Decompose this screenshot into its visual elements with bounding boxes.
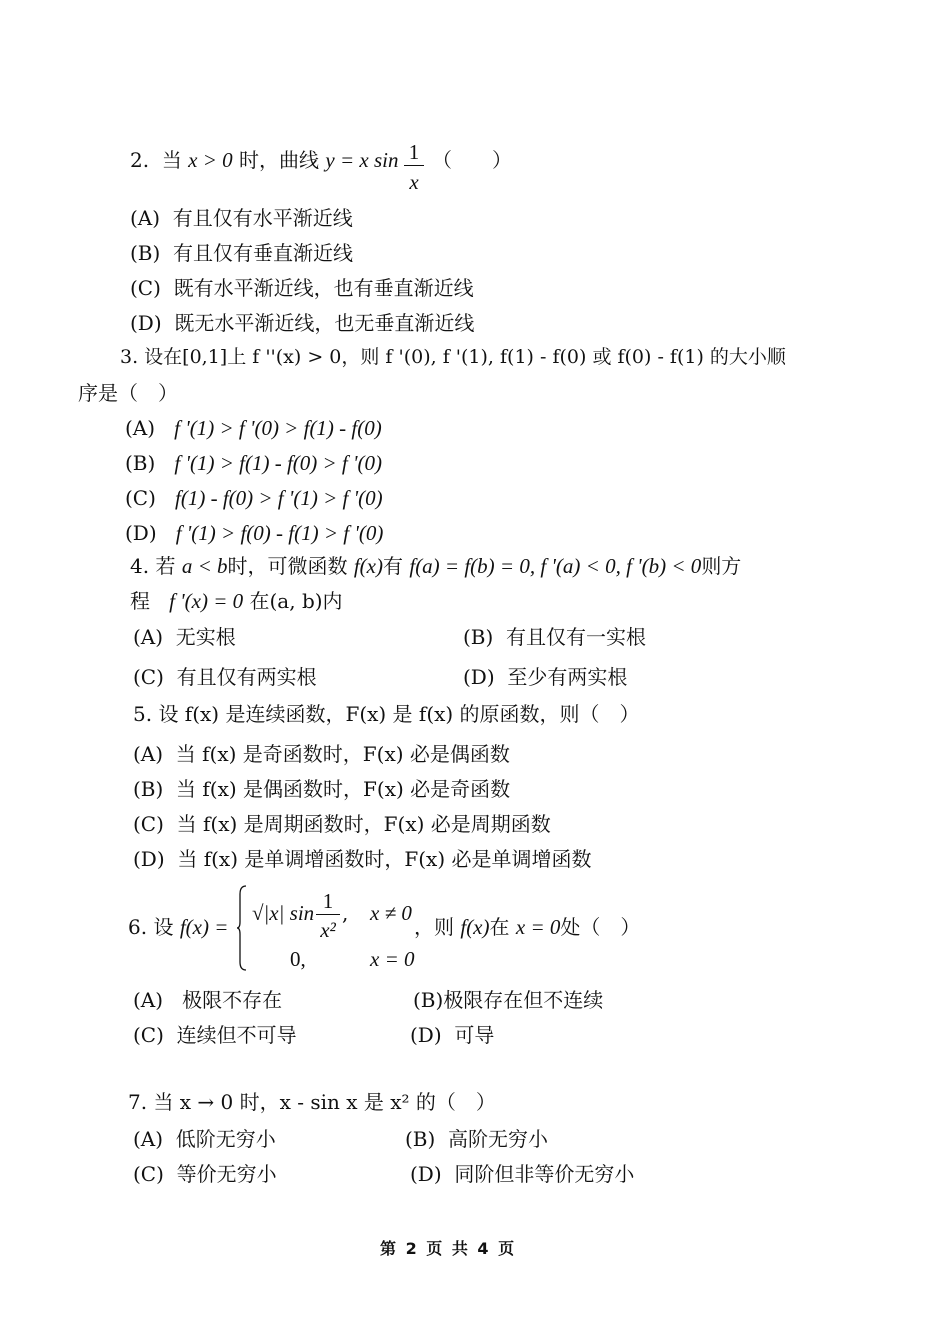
q4-option-d: (D) 至少有两实根 — [463, 665, 628, 689]
q6-option-a: (A) 极限不存在 — [133, 988, 283, 1012]
q2-frac-num: 1 — [408, 140, 420, 164]
q3-option-c: (C) f(1) - f(0) > f '(1) > f '(0) — [125, 486, 383, 510]
q3-option-d: (D) f '(1) > f(0) - f(1) > f '(0) — [125, 521, 384, 545]
q3-stem-line1: 3. 设在[0,1]上 f ''(x) > 0，则 f '(0), f '(1), f(1) - f(0) 或 f(0) - f(1) 的大小顺 — [120, 346, 786, 368]
q6-case1-cond: x ≠ 0 — [370, 901, 412, 925]
q2-bracket: （ ） — [432, 148, 512, 172]
q2-stem: 2. 当 x > 0 时，曲线 y = x sin — [130, 148, 399, 172]
q6-case2-cond: x = 0 — [370, 947, 415, 971]
q3-option-a: (A) f '(1) > f '(0) > f(1) - f(0) — [125, 416, 382, 440]
q3-option-b: (B) f '(1) > f(1) - f(0) > f '(0) — [125, 451, 382, 475]
left-brace-icon — [236, 884, 248, 972]
q6-stem-pre: 6. 设 f(x) = — [128, 915, 229, 939]
q6-case1-num: 1 — [322, 889, 334, 913]
q6-brace — [236, 884, 246, 970]
q6-comma: , — [342, 901, 349, 925]
q2-frac-bar — [404, 165, 424, 166]
q6-case2-expr: 0, — [290, 947, 306, 971]
q2-option-c: (C) 既有水平渐近线，也有垂直渐近线 — [130, 276, 474, 300]
q6-stem-post: ，则 f(x)在 x = 0处（ ） — [414, 915, 641, 939]
q5-stem: 5. 设 f(x) 是连续函数，F(x) 是 f(x) 的原函数，则（ ） — [133, 702, 640, 726]
q4-option-a: (A) 无实根 — [133, 625, 236, 649]
q6-option-c: (C) 连续但不可导 — [133, 1023, 297, 1047]
q6-case1-expr: √|x| sin — [252, 901, 315, 925]
page-footer: 第 2 页 共 4 页 — [380, 1239, 517, 1258]
q7-stem: 7. 当 x → 0 时，x - sin x 是 x² 的（ ） — [128, 1090, 496, 1114]
q5-option-d: (D) 当 f(x) 是单调增函数时，F(x) 必是单调增函数 — [133, 847, 592, 871]
q7-option-d: (D) 同阶但非等价无穷小 — [410, 1162, 635, 1186]
q4-stem-line2: 程 f '(x) = 0 在(a, b)内 — [130, 589, 343, 613]
q7-option-a: (A) 低阶无穷小 — [133, 1127, 276, 1151]
q5-option-c: (C) 当 f(x) 是周期函数时，F(x) 必是周期函数 — [133, 812, 551, 836]
q6-case1-bar — [316, 914, 340, 915]
q2-option-b: (B) 有且仅有垂直渐近线 — [130, 241, 354, 265]
q7-option-c: (C) 等价无穷小 — [133, 1162, 277, 1186]
q4-stem-line1: 4. 若 a < b时，可微函数 f(x)有 f(a) = f(b) = 0, f '(a) < 0, f '(b) < 0则方 — [130, 554, 742, 578]
q5-option-a: (A) 当 f(x) 是奇函数时，F(x) 必是偶函数 — [133, 742, 510, 766]
q6-option-b: (B)极限存在但不连续 — [413, 988, 604, 1012]
q4-option-c: (C) 有且仅有两实根 — [133, 665, 317, 689]
q2-option-d: (D) 既无水平渐近线，也无垂直渐近线 — [130, 311, 475, 335]
q2-number: 2. — [130, 148, 150, 172]
q7-option-b: (B) 高阶无穷小 — [405, 1127, 549, 1151]
q5-option-b: (B) 当 f(x) 是偶函数时，F(x) 必是奇函数 — [133, 777, 511, 801]
q2-option-a: (A) 有且仅有水平渐近线 — [130, 206, 353, 230]
q6-case1-den: x² — [320, 918, 336, 942]
q6-option-d: (D) 可导 — [410, 1023, 495, 1047]
q2-frac-den: x — [409, 170, 419, 194]
q3-stem-line2: 序是（ ） — [78, 381, 178, 405]
q4-option-b: (B) 有且仅有一实根 — [463, 625, 647, 649]
